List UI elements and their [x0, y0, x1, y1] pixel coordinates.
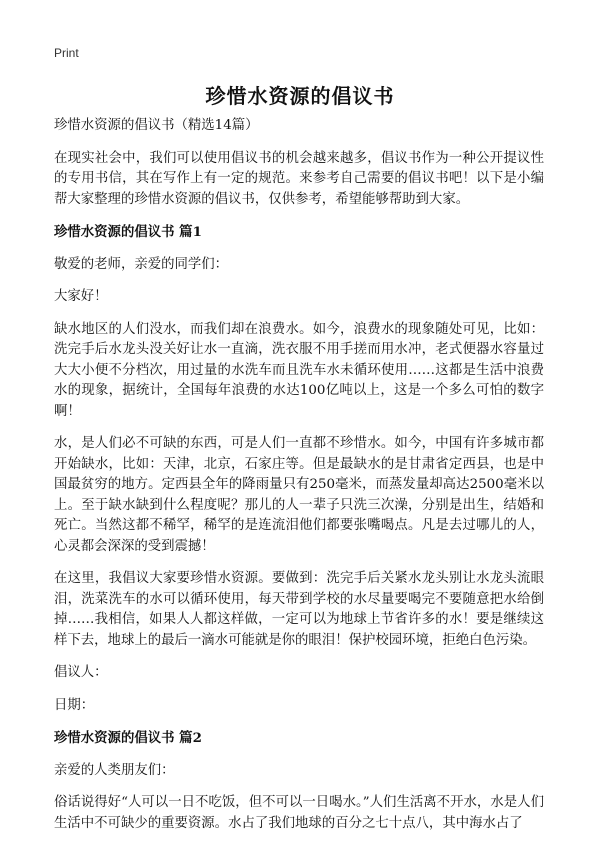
intro-paragraph: 在现实社会中，我们可以使用倡议书的机会越来越多，倡议书作为一种公开提议性的专用书信，其在写作上有一定的规范。来参考自己需要的倡议书吧！以下是小编帮大家整理的珍惜水资源的倡议书，仅供参考，希望能够帮助到大家。 — [54, 150, 544, 207]
document-subtitle: 珍惜水资源的倡议书（精选14篇） — [54, 118, 259, 133]
body-paragraph: 在这里，我倡议大家要珍惜水资源。要做到：洗完手后关紧水龙头别让水龙头流眼泪，洗菜洗车的水可以循环使用，每天带到学校的水尽量要喝完不要随意把水给倒掉……我相信，如果人人都这样做，一定可以为地球上节省许多的水！要是继续这样下去，地球上的最后一滴水可能就是你的眼泪！保护校园环境，拒绝白色污染。 — [54, 571, 544, 648]
section-heading: 珍惜水资源的倡议书 篇2 — [54, 730, 202, 746]
date-line: 日期： — [54, 697, 95, 713]
page-title: 珍惜水资源的倡议书 — [205, 84, 395, 108]
body-paragraph: 俗话说得好“人可以一日不吃饭，但不可以一日喝水。”人们生活离不开水，水是人们生活中不可缺少的重要资源。水占了我们地球的百分之七十点八，其中海水占了 — [54, 795, 544, 831]
print-label: Print — [54, 46, 79, 60]
salutation: 亲爱的人类朋友们： — [54, 762, 175, 778]
signature-line: 倡议人： — [54, 665, 108, 680]
section-heading: 珍惜水资源的倡议书 篇1 — [54, 224, 202, 240]
body-paragraph: 缺水地区的人们没水，而我们却在浪费水。如今，浪费水的现象随处可见，比如：洗完手后水龙头没关好让水一直滴，洗衣服不用手搓而用水冲，老式便器水容量过大大小便不分档次，用过量的水洗车而且洗车水未循环使用……这都是生活中浪费水的现象，据统计，全国每年浪费的水达100亿吨以上，这是一个多么可怕的数字啊！ — [54, 321, 544, 419]
salutation: 敬爱的老师，亲爱的同学们： — [54, 256, 229, 272]
greeting: 大家好！ — [54, 289, 108, 304]
document-body — [54, 116, 544, 846]
body-paragraph: 水，是人们必不可缺的东西，可是人们一直都不珍惜水。如今，中国有许多城市都开始缺水，比如：天津，北京，石家庄等。但是最缺水的是甘肃省定西县，也是中国最贫穷的地方。定西县全年的降雨量只有250毫米，而蒸发量却高达2500毫米以上。至于缺水缺到什么程度呢？那儿的人一辈子只洗三次澡，分别是出生，结婚和死亡。当然这都不稀罕，稀罕的是连流泪他们都要张嘴喝点。凡是去过哪儿的人，心灵都会深深的受到震撼！ — [54, 436, 544, 554]
